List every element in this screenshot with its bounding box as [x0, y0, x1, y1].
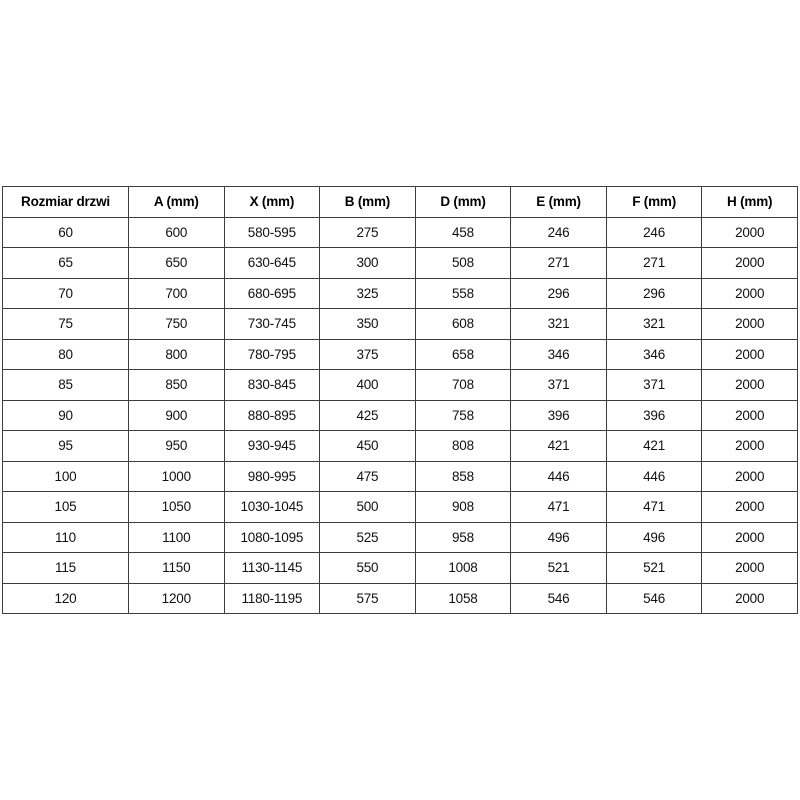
table-cell: 546	[606, 583, 702, 614]
table-cell: 350	[320, 309, 416, 340]
table-cell: 1150	[129, 553, 225, 584]
table-cell: 800	[129, 339, 225, 370]
table-cell: 600	[129, 217, 225, 248]
table-cell: 475	[320, 461, 416, 492]
table-cell: 2000	[702, 522, 798, 553]
table-cell: 521	[606, 553, 702, 584]
column-header: H (mm)	[702, 187, 798, 218]
table-cell: 325	[320, 278, 416, 309]
table-cell: 95	[3, 431, 129, 462]
table-cell: 880-895	[224, 400, 320, 431]
table-cell: 70	[3, 278, 129, 309]
table-cell: 321	[511, 309, 607, 340]
column-header: D (mm)	[415, 187, 511, 218]
column-header: F (mm)	[606, 187, 702, 218]
table-cell: 471	[606, 492, 702, 523]
table-cell: 508	[415, 248, 511, 279]
table-cell: 2000	[702, 492, 798, 523]
table-cell: 471	[511, 492, 607, 523]
table-cell: 2000	[702, 400, 798, 431]
table-row	[3, 553, 798, 584]
table-cell: 1050	[129, 492, 225, 523]
table-cell: 2000	[702, 278, 798, 309]
table-cell: 421	[606, 431, 702, 462]
table-cell: 680-695	[224, 278, 320, 309]
table-row	[3, 400, 798, 431]
table-cell: 296	[511, 278, 607, 309]
table-cell: 496	[606, 522, 702, 553]
table-cell: 496	[511, 522, 607, 553]
table-row	[3, 339, 798, 370]
table-cell: 396	[511, 400, 607, 431]
table-row	[3, 583, 798, 614]
table-cell: 421	[511, 431, 607, 462]
table-cell: 346	[511, 339, 607, 370]
table-cell: 246	[606, 217, 702, 248]
table-cell: 375	[320, 339, 416, 370]
table-cell: 980-995	[224, 461, 320, 492]
table-cell: 85	[3, 370, 129, 401]
table-cell: 700	[129, 278, 225, 309]
table-cell: 75	[3, 309, 129, 340]
table-cell: 558	[415, 278, 511, 309]
table-cell: 900	[129, 400, 225, 431]
table-cell: 950	[129, 431, 225, 462]
table-cell: 780-795	[224, 339, 320, 370]
table-cell: 575	[320, 583, 416, 614]
table-row	[3, 278, 798, 309]
table-cell: 105	[3, 492, 129, 523]
table-cell: 908	[415, 492, 511, 523]
table-cell: 371	[606, 370, 702, 401]
table-cell: 396	[606, 400, 702, 431]
table-cell: 2000	[702, 217, 798, 248]
table-cell: 1030-1045	[224, 492, 320, 523]
table-body	[3, 217, 798, 614]
table-cell: 550	[320, 553, 416, 584]
table-cell: 115	[3, 553, 129, 584]
table-cell: 2000	[702, 339, 798, 370]
table-cell: 1080-1095	[224, 522, 320, 553]
table-cell: 500	[320, 492, 416, 523]
table-cell: 650	[129, 248, 225, 279]
table-cell: 271	[511, 248, 607, 279]
table-cell: 80	[3, 339, 129, 370]
table-cell: 296	[606, 278, 702, 309]
table-row	[3, 248, 798, 279]
table-row	[3, 431, 798, 462]
table-cell: 521	[511, 553, 607, 584]
table-cell: 658	[415, 339, 511, 370]
table-row	[3, 309, 798, 340]
table-cell: 1130-1145	[224, 553, 320, 584]
table-cell: 808	[415, 431, 511, 462]
table-cell: 275	[320, 217, 416, 248]
column-header: Rozmiar drzwi	[3, 187, 129, 218]
table-cell: 120	[3, 583, 129, 614]
table-cell: 400	[320, 370, 416, 401]
table-cell: 2000	[702, 553, 798, 584]
table-cell: 446	[511, 461, 607, 492]
table-cell: 630-645	[224, 248, 320, 279]
table-cell: 346	[606, 339, 702, 370]
table-row	[3, 370, 798, 401]
table-cell: 730-745	[224, 309, 320, 340]
table-cell: 1000	[129, 461, 225, 492]
table-cell: 90	[3, 400, 129, 431]
table-cell: 458	[415, 217, 511, 248]
table-row	[3, 461, 798, 492]
table-cell: 830-845	[224, 370, 320, 401]
table-cell: 65	[3, 248, 129, 279]
door-size-spec-table	[2, 186, 798, 614]
table-cell: 2000	[702, 248, 798, 279]
table-cell: 300	[320, 248, 416, 279]
table-cell: 450	[320, 431, 416, 462]
table-cell: 1200	[129, 583, 225, 614]
table-row	[3, 522, 798, 553]
table-cell: 546	[511, 583, 607, 614]
table-cell: 425	[320, 400, 416, 431]
table-cell: 930-945	[224, 431, 320, 462]
table-cell: 750	[129, 309, 225, 340]
column-header: B (mm)	[320, 187, 416, 218]
table-cell: 110	[3, 522, 129, 553]
table-cell: 580-595	[224, 217, 320, 248]
table-cell: 850	[129, 370, 225, 401]
table-cell: 2000	[702, 431, 798, 462]
table-header-row	[3, 187, 798, 218]
table-cell: 525	[320, 522, 416, 553]
table-cell: 1180-1195	[224, 583, 320, 614]
table-row	[3, 492, 798, 523]
table-cell: 60	[3, 217, 129, 248]
table-row	[3, 217, 798, 248]
column-header: A (mm)	[129, 187, 225, 218]
table-cell: 2000	[702, 583, 798, 614]
table-cell: 271	[606, 248, 702, 279]
table-cell: 608	[415, 309, 511, 340]
table-cell: 1100	[129, 522, 225, 553]
table-cell: 446	[606, 461, 702, 492]
table-cell: 100	[3, 461, 129, 492]
table-cell: 321	[606, 309, 702, 340]
table-cell: 1008	[415, 553, 511, 584]
table-cell: 2000	[702, 370, 798, 401]
table-cell: 2000	[702, 461, 798, 492]
table-cell: 371	[511, 370, 607, 401]
table-cell: 1058	[415, 583, 511, 614]
column-header: E (mm)	[511, 187, 607, 218]
table-cell: 958	[415, 522, 511, 553]
table-cell: 246	[511, 217, 607, 248]
table-cell: 858	[415, 461, 511, 492]
table-cell: 2000	[702, 309, 798, 340]
table-header	[3, 187, 798, 218]
table-cell: 758	[415, 400, 511, 431]
table-cell: 708	[415, 370, 511, 401]
column-header: X (mm)	[224, 187, 320, 218]
